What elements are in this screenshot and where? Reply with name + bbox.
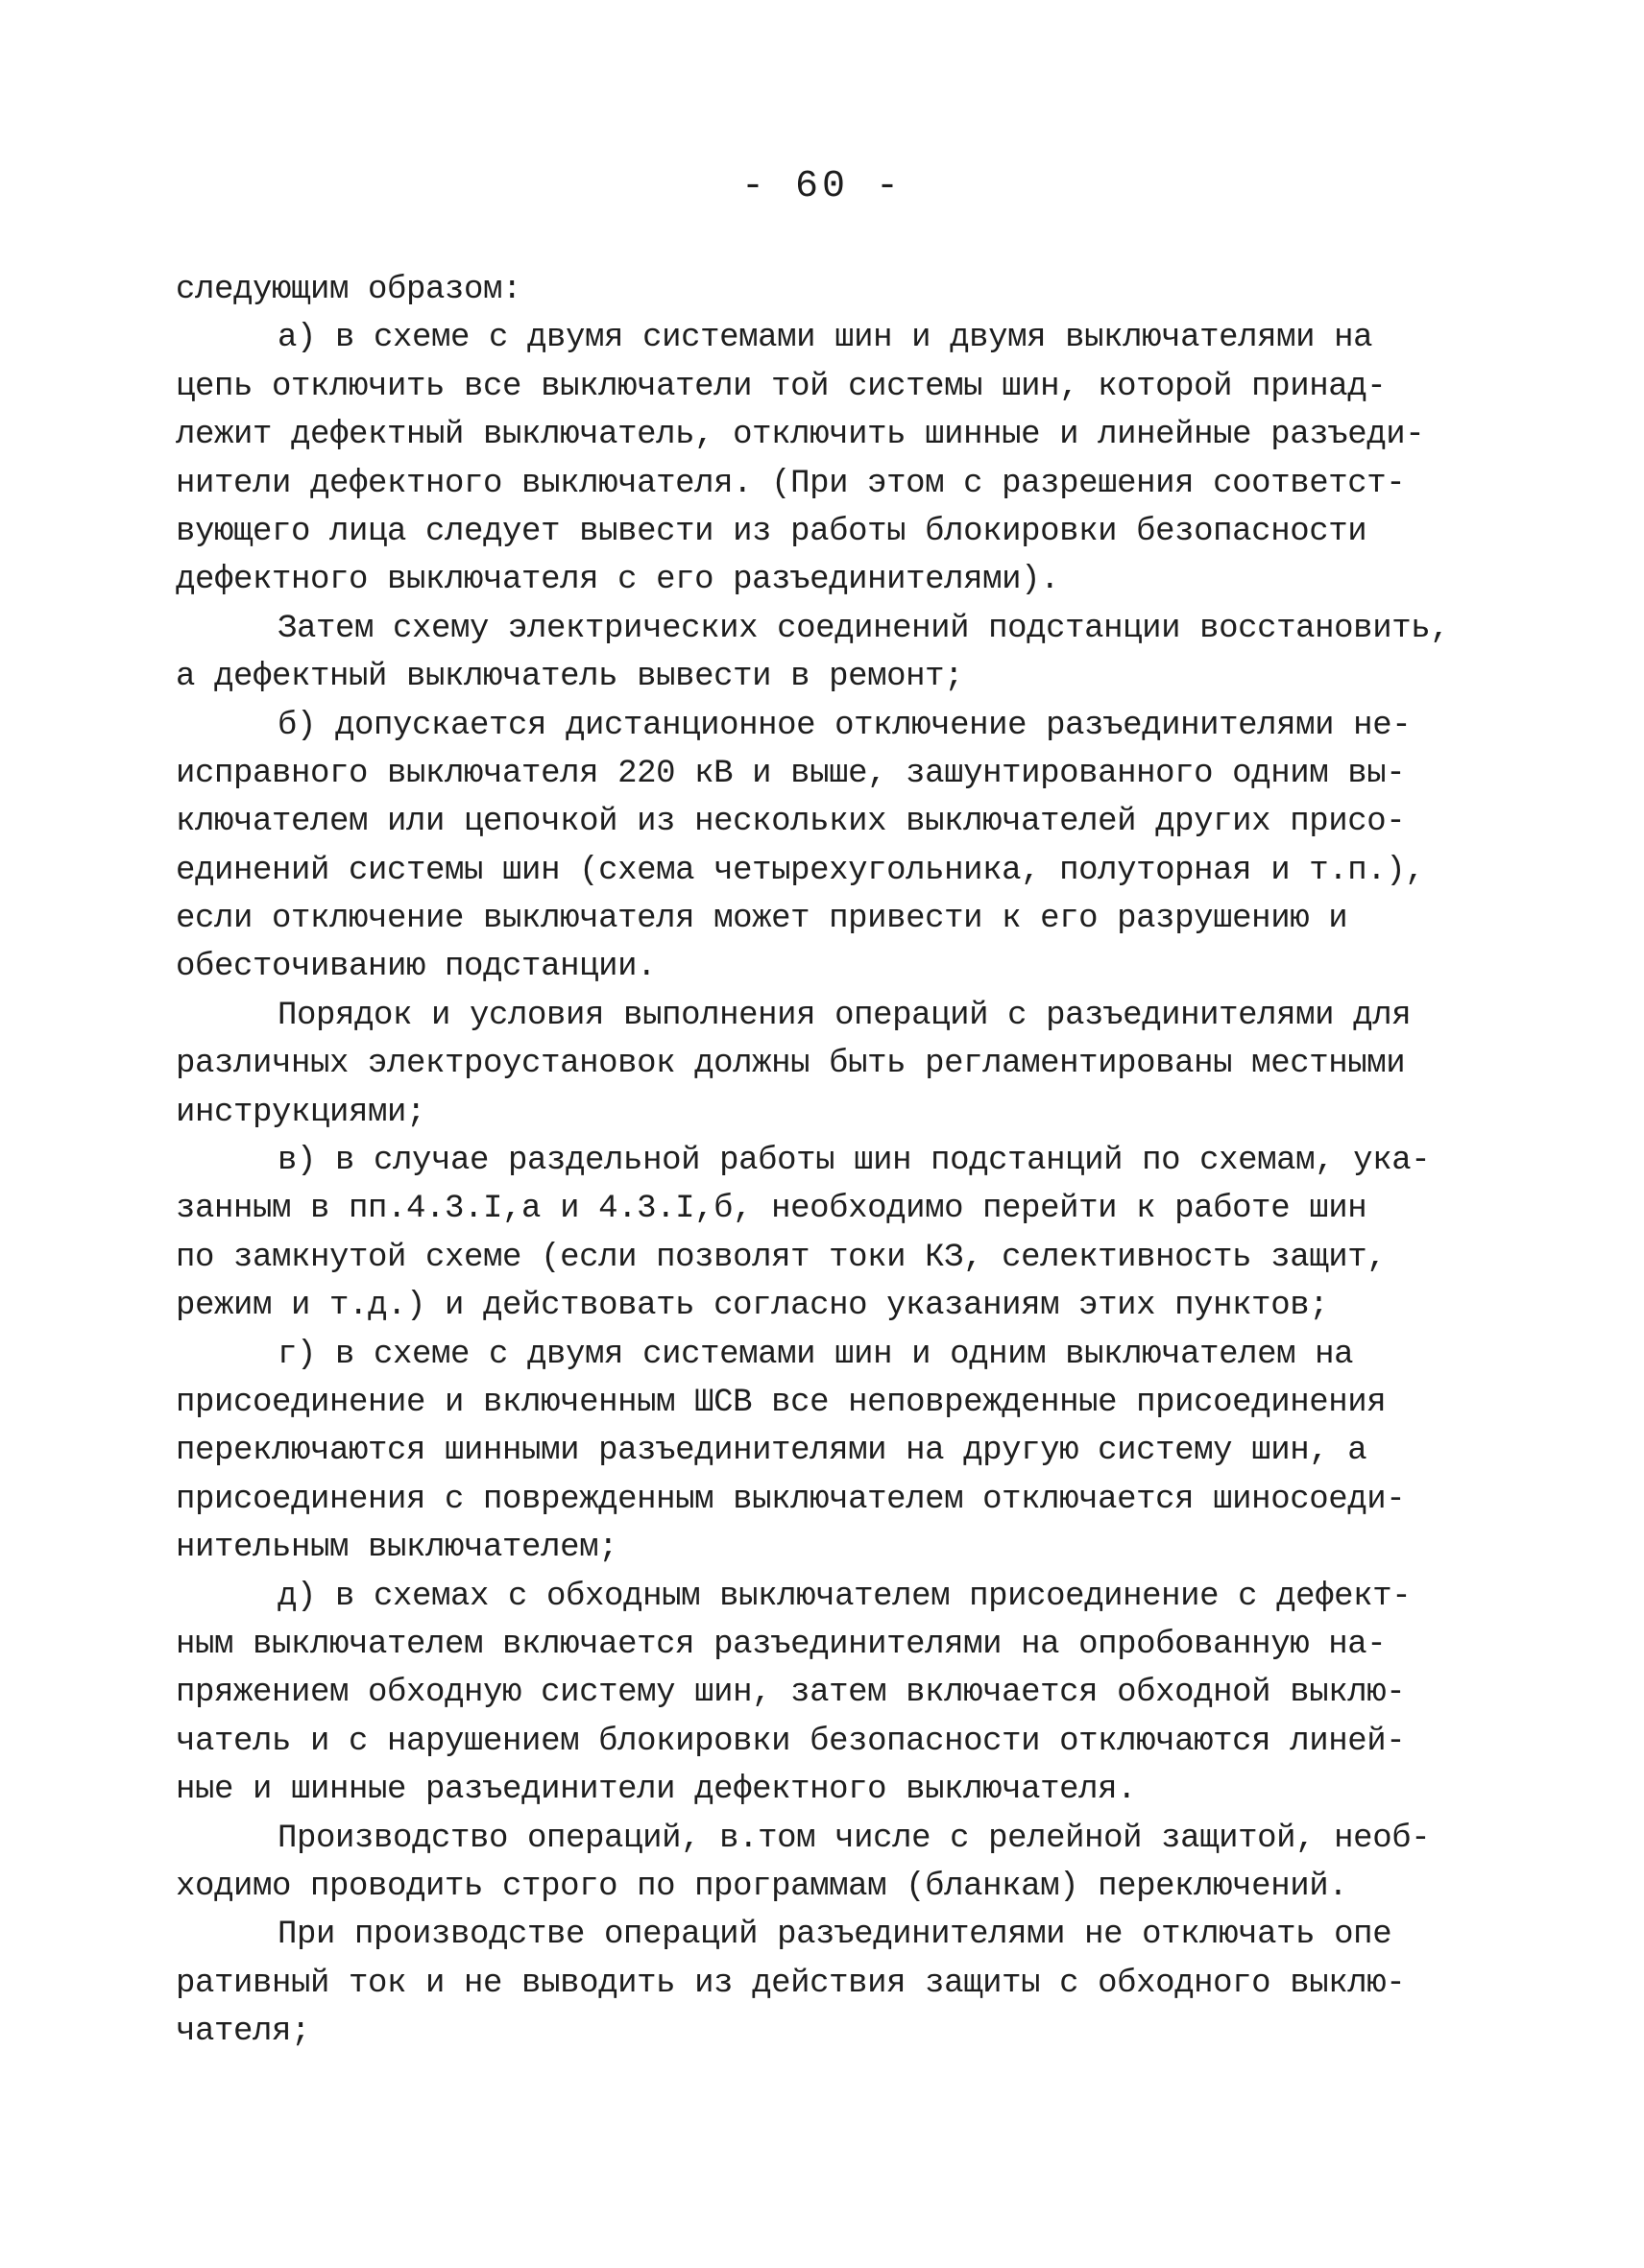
- text-line: Порядок и условия выполнения операций с разъединителями для: [278, 997, 1412, 1034]
- text-line: а) в схеме с двумя системами шин и двумя выключателями на: [278, 320, 1373, 357]
- document-body: [176, 266, 1501, 2056]
- text-line: вующего лица следует вывести из работы блокировки безопасности: [176, 513, 1367, 550]
- text-line: лежит дефектный выключатель, отключить шинные и линейные разъеди-: [176, 417, 1425, 454]
- text-line: присоединения с поврежденным выключателем отключается шиносоеди-: [176, 1481, 1406, 1518]
- text-line: переключаются шинными разъединителями на другую систему шин, а: [176, 1433, 1367, 1470]
- page-number: - 60 -: [740, 165, 904, 208]
- text-line: Затем схему электрических соединений подстанции восстановить,: [278, 610, 1450, 647]
- text-line: ративный ток и не выводить из действия защиты с обходного выклю-: [176, 1965, 1406, 2002]
- text-line: занным в пп.4.3.I,а и 4.3.I,б, необходимо перейти к работе шин: [176, 1191, 1367, 1228]
- text-line: в) в случае раздельной работы шин подстанций по схемам, ука-: [278, 1143, 1431, 1180]
- text-line: следующим образом:: [176, 272, 522, 308]
- text-line: дефектного выключателя с его разъединителями).: [176, 562, 1060, 599]
- text-line: нительным выключателем;: [176, 1530, 618, 1567]
- text-line: ным выключателем включается разъединителями на опробованную на-: [176, 1626, 1387, 1663]
- text-line: цепь отключить все выключатели той системы шин, которой принад-: [176, 368, 1387, 405]
- text-line: д) в схемах с обходным выключателем присоединение с дефект-: [278, 1578, 1412, 1615]
- text-line: а дефектный выключатель вывести в ремонт;: [176, 659, 964, 696]
- text-line: чатель и с нарушением блокировки безопасности отключаются линей-: [176, 1723, 1406, 1760]
- text-line: единений системы шин (схема четырехугольника, полуторная и т.п.),: [176, 852, 1425, 889]
- text-line: инструкциями;: [176, 1094, 426, 1131]
- text-line: чателя;: [176, 2014, 311, 2051]
- text-line: ные и шинные разъединители дефектного выключателя.: [176, 1772, 1137, 1809]
- text-line: различных электроустановок должны быть регламентированы местными: [176, 1046, 1406, 1083]
- text-line: ходимо проводить строго по программам (бланкам) переключений.: [176, 1868, 1348, 1905]
- text-line: исправного выключателя 220 кВ и выше, зашунтированного одним вы-: [176, 755, 1406, 792]
- text-line: обесточиванию подстанции.: [176, 949, 657, 986]
- text-line: ключателем или цепочкой из нескольких выключателей других присо-: [176, 804, 1406, 841]
- text-line: если отключение выключателя может привести к его разрушению и: [176, 901, 1348, 938]
- text-line: б) допускается дистанционное отключение разъединителями не-: [278, 707, 1412, 744]
- text-line: г) в схеме с двумя системами шин и одним выключателем на: [278, 1336, 1354, 1373]
- text-line: режим и т.д.) и действовать согласно указаниям этих пунктов;: [176, 1288, 1329, 1325]
- text-line: Производство операций, в.том числе с релейной защитой, необ-: [278, 1820, 1431, 1857]
- text-line: При производстве операций разъединителями не отключать опе: [278, 1917, 1392, 1954]
- text-line: присоединение и включенным ШСВ все неповрежденные присоединения: [176, 1384, 1387, 1421]
- text-line: по замкнутой схеме (если позволят токи КЗ, селективность защит,: [176, 1239, 1387, 1276]
- text-line: пряжением обходную систему шин, затем включается обходной выклю-: [176, 1675, 1406, 1712]
- text-line: нители дефектного выключателя. (При этом с разрешения соответст-: [176, 465, 1406, 502]
